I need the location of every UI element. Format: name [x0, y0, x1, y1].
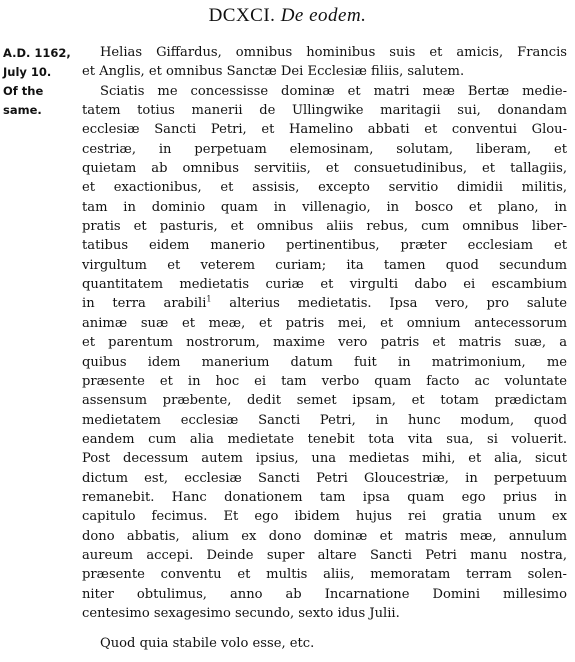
margin-note-line: same.: [3, 103, 42, 117]
text-line: aureum accepi. Deinde super altare Sancti Petri manu nostra,: [82, 547, 567, 563]
charter-subject: De eodem.: [280, 5, 367, 26]
text-line: remanebit. Hanc donationem tam ipsa quam ego prius in: [82, 489, 567, 505]
text-line: quibus idem manerium datum fuit in matrimonium, me: [82, 354, 567, 370]
text-line: centesimo sexagesimo secundo, sexto idus Julii.: [82, 605, 400, 621]
text-line: dictum est, ecclesiæ Sancti Petri Gloucestriæ, in perpetuum: [82, 470, 567, 486]
charter-text: [82, 43, 567, 623]
text-line: pratis et pasturis, et omnibus aliis rebus, cum omnibus liber-: [82, 219, 567, 235]
text-line: dono abbatis, alium ex dono dominæ et matris meæ, annulum: [82, 528, 567, 544]
page-title: [0, 5, 575, 27]
margin-note-line: A.D. 1162,: [3, 46, 71, 60]
text-line: Post decessum autem ipsius, una medietas mihi, et alia, sicut: [82, 451, 567, 467]
text-line: præsente conventu et multis aliis, memoratam terram solen-: [82, 567, 567, 583]
margin-note-line: Of the: [3, 84, 44, 98]
text-line: assensum præbente, dedit semet ipsam, et totam prædictam: [82, 393, 567, 409]
text-line: Sciatis me concessisse dominæ et matri meæ Bertæ medie-: [100, 83, 567, 99]
charter-number: DCXCI.: [208, 5, 276, 26]
text-line: Helias Giffardus, omnibus hominibus suis et amicis, Francis: [100, 45, 567, 60]
text-line: medietatem ecclesiæ Sancti Petri, in hunc modum, quod: [82, 412, 567, 428]
text-line: et exactionibus, et assisis, excepto servitio dimidii militis,: [82, 180, 567, 196]
text-line: capitulo fecimus. Et ego ibidem hujus rei gratia unum ex: [82, 509, 567, 525]
text-line: in terra arabili$^1$ alterius medietatis. Ipsa vero, pro salute: [82, 295, 567, 312]
text-line: ecclesiæ Sancti Petri, et Hamelino abbati et conventui Glou-: [82, 122, 567, 138]
text-line: virgultum et veterem curiam; ita tamen quod secundum: [82, 257, 567, 273]
margin-note-line: July 10.: [3, 65, 52, 79]
text-line: et parentum nostrorum, maxime vero patris et matris suæ, a: [82, 335, 567, 351]
margin-note: [3, 44, 81, 120]
text-line: tatibus eidem manerio pertinentibus, præter ecclesiam et: [82, 238, 567, 254]
text-line: præsente et in hoc ei tam verbo quam facto ac voluntate: [82, 373, 567, 389]
text-line: eandem cum alia medietate tenebit tota vita sua, si voluerit.: [82, 431, 567, 447]
text-line: tam in dominio quam in villenagio, in bosco et plano, in: [82, 199, 567, 215]
text-line: niter obtulimus, anno ab Incarnatione Domini millesimo: [82, 586, 567, 602]
text-line: tatem totius manerii de Ullingwike maritagii sui, donandam: [82, 103, 567, 119]
charter-closing: Quod quia stabile volo esse, etc.: [100, 636, 315, 651]
text-line: animæ suæ et meæ, et patris mei, et omnium antecessorum: [82, 315, 567, 331]
text-line: et Anglis, et omnibus Sanctæ Dei Ecclesiæ filiis, salutem.: [82, 64, 465, 80]
text-line: quietam ab omnibus servitiis, et consuetudinibus, et tallagiis,: [82, 161, 567, 177]
footnote-marker: 1: [206, 295, 212, 305]
text-line: quantitatem medietatis curiæ et virgulti dabo ei escambium: [82, 277, 567, 293]
text-line: cestriæ, in perpetuam elemosinam, solutam, liberam, et: [82, 141, 567, 157]
